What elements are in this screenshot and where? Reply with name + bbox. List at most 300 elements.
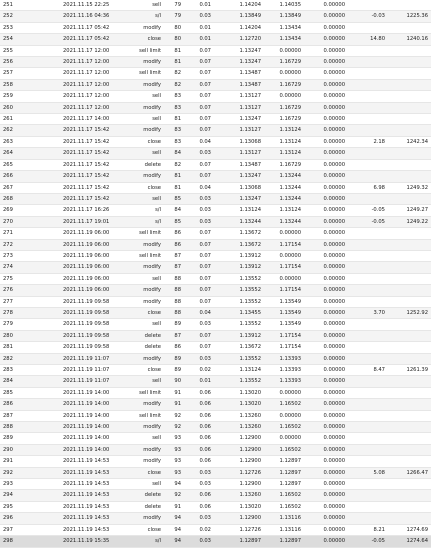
price-cell: 1.13487 bbox=[212, 68, 262, 79]
stop-loss-cell: 1.16729 bbox=[262, 114, 302, 125]
stop-loss-cell: 1.13244 bbox=[262, 171, 302, 182]
price-cell: 1.13849 bbox=[212, 11, 262, 22]
take-profit-cell: 0.00000 bbox=[302, 216, 346, 227]
balance-cell: 1274.64 bbox=[386, 536, 431, 547]
stop-loss-cell: 1.16502 bbox=[262, 444, 302, 455]
price-cell: 1.13552 bbox=[212, 285, 262, 296]
take-profit-cell: 0.00000 bbox=[302, 250, 346, 261]
type-cell: close bbox=[132, 365, 162, 376]
type-cell: sell limit bbox=[132, 45, 162, 56]
stop-loss-cell: 1.13244 bbox=[262, 193, 302, 204]
balance-cell bbox=[386, 193, 431, 204]
time-cell: 2021.11.17 12:00 bbox=[62, 91, 132, 102]
stop-loss-cell: 1.13124 bbox=[262, 136, 302, 147]
table-row[interactable] bbox=[0, 262, 431, 273]
profit-cell bbox=[346, 353, 386, 364]
table-row[interactable] bbox=[0, 45, 431, 56]
take-profit-cell: 0.00000 bbox=[302, 433, 346, 444]
balance-cell bbox=[386, 410, 431, 421]
deal-id-cell: 287 bbox=[0, 410, 62, 421]
price-cell: 1.13127 bbox=[212, 148, 262, 159]
type-cell: s/l bbox=[132, 536, 162, 547]
take-profit-cell: 0.00000 bbox=[302, 148, 346, 159]
price-cell: 1.13247 bbox=[212, 193, 262, 204]
deal-id-cell: 260 bbox=[0, 102, 62, 113]
table-row[interactable] bbox=[0, 136, 431, 147]
table-row[interactable] bbox=[0, 171, 431, 182]
type-cell: close bbox=[132, 467, 162, 478]
table-row[interactable] bbox=[0, 102, 431, 113]
volume-cell: 0.07 bbox=[182, 159, 212, 170]
time-cell: 2021.11.19 09:58 bbox=[62, 296, 132, 307]
order-cell: 81 bbox=[162, 182, 182, 193]
volume-cell: 0.07 bbox=[182, 239, 212, 250]
time-cell: 2021.11.17 12:00 bbox=[62, 102, 132, 113]
stop-loss-cell: 1.16502 bbox=[262, 490, 302, 501]
time-cell: 2021.11.19 06:00 bbox=[62, 239, 132, 250]
time-cell: 2021.11.17 15:42 bbox=[62, 193, 132, 204]
deal-id-cell: 293 bbox=[0, 479, 62, 490]
table-row[interactable] bbox=[0, 433, 431, 444]
time-cell: 2021.11.17 05:42 bbox=[62, 34, 132, 45]
price-cell: 1.12900 bbox=[212, 444, 262, 455]
profit-cell bbox=[346, 456, 386, 467]
time-cell: 2021.11.17 15:42 bbox=[62, 125, 132, 136]
balance-cell bbox=[386, 273, 431, 284]
balance-cell bbox=[386, 456, 431, 467]
stop-loss-cell: 0.00000 bbox=[262, 433, 302, 444]
type-cell: delete bbox=[132, 501, 162, 512]
balance-cell bbox=[386, 376, 431, 387]
stop-loss-cell: 0.00000 bbox=[262, 91, 302, 102]
type-cell: close bbox=[132, 524, 162, 535]
volume-cell: 0.07 bbox=[182, 45, 212, 56]
table-row[interactable] bbox=[0, 239, 431, 250]
profit-cell bbox=[346, 68, 386, 79]
deal-id-cell: 261 bbox=[0, 114, 62, 125]
table-row[interactable] bbox=[0, 57, 431, 68]
order-cell: 89 bbox=[162, 365, 182, 376]
type-cell: sell bbox=[132, 0, 162, 11]
price-cell: 1.13552 bbox=[212, 353, 262, 364]
take-profit-cell: 0.00000 bbox=[302, 22, 346, 33]
time-cell: 2021.11.19 14:53 bbox=[62, 513, 132, 524]
volume-cell: 0.01 bbox=[182, 22, 212, 33]
price-cell: 1.13127 bbox=[212, 125, 262, 136]
balance-cell bbox=[386, 250, 431, 261]
type-cell: modify bbox=[132, 285, 162, 296]
order-cell: 92 bbox=[162, 410, 182, 421]
time-cell: 2021.11.19 14:00 bbox=[62, 387, 132, 398]
stop-loss-cell: 1.13434 bbox=[262, 34, 302, 45]
stop-loss-cell: 1.17154 bbox=[262, 285, 302, 296]
time-cell: 2021.11.17 15:42 bbox=[62, 136, 132, 147]
volume-cell: 0.07 bbox=[182, 342, 212, 353]
type-cell: modify bbox=[132, 296, 162, 307]
table-row[interactable] bbox=[0, 182, 431, 193]
volume-cell: 0.06 bbox=[182, 501, 212, 512]
deal-id-cell: 276 bbox=[0, 285, 62, 296]
profit-cell bbox=[346, 148, 386, 159]
take-profit-cell: 0.00000 bbox=[302, 273, 346, 284]
type-cell: delete bbox=[132, 342, 162, 353]
balance-cell bbox=[386, 422, 431, 433]
type-cell: sell limit bbox=[132, 250, 162, 261]
table-row[interactable] bbox=[0, 376, 431, 387]
price-cell: 1.13020 bbox=[212, 501, 262, 512]
time-cell: 2021.11.19 09:58 bbox=[62, 342, 132, 353]
stop-loss-cell: 1.16502 bbox=[262, 422, 302, 433]
table-row[interactable] bbox=[0, 148, 431, 159]
stop-loss-cell: 1.13849 bbox=[262, 11, 302, 22]
price-cell: 1.13247 bbox=[212, 45, 262, 56]
take-profit-cell: 0.00000 bbox=[302, 11, 346, 22]
take-profit-cell: 0.00000 bbox=[302, 136, 346, 147]
price-cell: 1.13244 bbox=[212, 216, 262, 227]
stop-loss-cell: 1.13393 bbox=[262, 376, 302, 387]
order-cell: 91 bbox=[162, 387, 182, 398]
table-row[interactable] bbox=[0, 125, 431, 136]
table-row[interactable] bbox=[0, 159, 431, 170]
take-profit-cell: 0.00000 bbox=[302, 102, 346, 113]
time-cell: 2021.11.19 14:00 bbox=[62, 444, 132, 455]
table-row[interactable] bbox=[0, 422, 431, 433]
time-cell: 2021.11.19 09:58 bbox=[62, 319, 132, 330]
take-profit-cell: 0.00000 bbox=[302, 262, 346, 273]
price-cell: 1.13247 bbox=[212, 57, 262, 68]
price-cell: 1.13455 bbox=[212, 307, 262, 318]
order-cell: 80 bbox=[162, 22, 182, 33]
table-row[interactable] bbox=[0, 479, 431, 490]
order-cell: 86 bbox=[162, 239, 182, 250]
order-cell: 81 bbox=[162, 57, 182, 68]
type-cell: delete bbox=[132, 330, 162, 341]
stop-loss-cell: 0.00000 bbox=[262, 45, 302, 56]
table-row[interactable] bbox=[0, 228, 431, 239]
deal-id-cell: 263 bbox=[0, 136, 62, 147]
table-row[interactable] bbox=[0, 536, 431, 547]
take-profit-cell: 0.00000 bbox=[302, 159, 346, 170]
volume-cell: 0.07 bbox=[182, 262, 212, 273]
profit-cell bbox=[346, 433, 386, 444]
price-cell: 1.13487 bbox=[212, 79, 262, 90]
stop-loss-cell: 1.16502 bbox=[262, 399, 302, 410]
type-cell: modify bbox=[132, 239, 162, 250]
table-row[interactable] bbox=[0, 273, 431, 284]
deal-id-cell: 270 bbox=[0, 216, 62, 227]
type-cell: modify bbox=[132, 262, 162, 273]
table-row[interactable] bbox=[0, 307, 431, 318]
type-cell: modify bbox=[132, 399, 162, 410]
type-cell: sell bbox=[132, 319, 162, 330]
type-cell: modify bbox=[132, 353, 162, 364]
profit-cell bbox=[346, 479, 386, 490]
time-cell: 2021.11.19 14:53 bbox=[62, 456, 132, 467]
table-row[interactable] bbox=[0, 91, 431, 102]
stop-loss-cell: 0.00000 bbox=[262, 273, 302, 284]
volume-cell: 0.07 bbox=[182, 91, 212, 102]
price-cell: 1.13912 bbox=[212, 330, 262, 341]
balance-cell bbox=[386, 79, 431, 90]
table-row[interactable] bbox=[0, 11, 431, 22]
profit-cell bbox=[346, 399, 386, 410]
profit-cell bbox=[346, 410, 386, 421]
deal-id-cell: 275 bbox=[0, 273, 62, 284]
deal-id-cell: 296 bbox=[0, 513, 62, 524]
deal-id-cell: 294 bbox=[0, 490, 62, 501]
volume-cell: 0.07 bbox=[182, 68, 212, 79]
deal-id-cell: 267 bbox=[0, 182, 62, 193]
price-cell: 1.13672 bbox=[212, 342, 262, 353]
deal-id-cell: 256 bbox=[0, 57, 62, 68]
profit-cell: -0.05 bbox=[346, 205, 386, 216]
order-cell: 90 bbox=[162, 376, 182, 387]
stop-loss-cell: 0.00000 bbox=[262, 68, 302, 79]
volume-cell: 0.04 bbox=[182, 307, 212, 318]
order-cell: 94 bbox=[162, 513, 182, 524]
table-row[interactable] bbox=[0, 342, 431, 353]
volume-cell: 0.06 bbox=[182, 444, 212, 455]
stop-loss-cell: 1.13244 bbox=[262, 182, 302, 193]
type-cell: modify bbox=[132, 102, 162, 113]
table-row[interactable] bbox=[0, 34, 431, 45]
profit-cell: 14.80 bbox=[346, 34, 386, 45]
table-row[interactable] bbox=[0, 319, 431, 330]
type-cell: sell bbox=[132, 114, 162, 125]
stop-loss-cell: 1.13549 bbox=[262, 296, 302, 307]
stop-loss-cell: 1.16729 bbox=[262, 79, 302, 90]
time-cell: 2021.11.19 06:00 bbox=[62, 262, 132, 273]
stop-loss-cell: 1.13549 bbox=[262, 307, 302, 318]
take-profit-cell: 0.00000 bbox=[302, 387, 346, 398]
take-profit-cell: 0.00000 bbox=[302, 342, 346, 353]
price-cell: 1.13020 bbox=[212, 387, 262, 398]
stop-loss-cell: 0.00000 bbox=[262, 410, 302, 421]
take-profit-cell: 0.00000 bbox=[302, 319, 346, 330]
price-cell: 1.13124 bbox=[212, 205, 262, 216]
stop-loss-cell: 1.17154 bbox=[262, 262, 302, 273]
price-cell: 1.13127 bbox=[212, 91, 262, 102]
profit-cell: 8.21 bbox=[346, 524, 386, 535]
volume-cell: 0.03 bbox=[182, 536, 212, 547]
take-profit-cell: 0.00000 bbox=[302, 125, 346, 136]
balance-cell bbox=[386, 125, 431, 136]
balance-cell bbox=[386, 399, 431, 410]
order-cell: 85 bbox=[162, 216, 182, 227]
deal-id-cell: 283 bbox=[0, 365, 62, 376]
profit-cell bbox=[346, 296, 386, 307]
profit-cell bbox=[346, 342, 386, 353]
profit-cell bbox=[346, 387, 386, 398]
stop-loss-cell: 1.17154 bbox=[262, 330, 302, 341]
type-cell: s/l bbox=[132, 205, 162, 216]
deal-id-cell: 279 bbox=[0, 319, 62, 330]
balance-cell: 1240.16 bbox=[386, 34, 431, 45]
deal-id-cell: 254 bbox=[0, 34, 62, 45]
stop-loss-cell: 1.13434 bbox=[262, 22, 302, 33]
table-row[interactable] bbox=[0, 250, 431, 261]
deal-id-cell: 297 bbox=[0, 524, 62, 535]
profit-cell bbox=[346, 376, 386, 387]
profit-cell bbox=[346, 45, 386, 56]
price-cell: 1.13068 bbox=[212, 182, 262, 193]
table-row[interactable] bbox=[0, 330, 431, 341]
take-profit-cell: 0.00000 bbox=[302, 91, 346, 102]
take-profit-cell: 0.00000 bbox=[302, 34, 346, 45]
balance-cell: 1249.22 bbox=[386, 216, 431, 227]
deal-id-cell: 282 bbox=[0, 353, 62, 364]
table-row[interactable] bbox=[0, 0, 431, 11]
price-cell: 1.12900 bbox=[212, 456, 262, 467]
type-cell: close bbox=[132, 182, 162, 193]
price-cell: 1.13672 bbox=[212, 228, 262, 239]
balance-cell bbox=[386, 296, 431, 307]
balance-cell bbox=[386, 171, 431, 182]
take-profit-cell: 0.00000 bbox=[302, 410, 346, 421]
time-cell: 2021.11.17 15:42 bbox=[62, 182, 132, 193]
time-cell: 2021.11.16 04:36 bbox=[62, 11, 132, 22]
order-cell: 87 bbox=[162, 250, 182, 261]
volume-cell: 0.06 bbox=[182, 399, 212, 410]
table-row[interactable] bbox=[0, 513, 431, 524]
table-row[interactable] bbox=[0, 387, 431, 398]
take-profit-cell: 0.00000 bbox=[302, 501, 346, 512]
table-row[interactable] bbox=[0, 365, 431, 376]
table-row[interactable] bbox=[0, 353, 431, 364]
order-cell: 86 bbox=[162, 342, 182, 353]
table-row[interactable] bbox=[0, 68, 431, 79]
table-row[interactable] bbox=[0, 205, 431, 216]
volume-cell: 0.07 bbox=[182, 285, 212, 296]
table-row[interactable] bbox=[0, 114, 431, 125]
take-profit-cell: 0.00000 bbox=[302, 330, 346, 341]
table-row[interactable] bbox=[0, 22, 431, 33]
deal-id-cell: 295 bbox=[0, 501, 62, 512]
stop-loss-cell: 1.13393 bbox=[262, 353, 302, 364]
take-profit-cell: 0.00000 bbox=[302, 376, 346, 387]
deal-id-cell: 281 bbox=[0, 342, 62, 353]
volume-cell: 0.07 bbox=[182, 296, 212, 307]
table-row[interactable] bbox=[0, 399, 431, 410]
balance-cell: 1274.69 bbox=[386, 524, 431, 535]
price-cell: 1.13068 bbox=[212, 136, 262, 147]
stop-loss-cell: 1.12897 bbox=[262, 456, 302, 467]
balance-cell bbox=[386, 239, 431, 250]
price-cell: 1.13127 bbox=[212, 102, 262, 113]
volume-cell: 0.03 bbox=[182, 319, 212, 330]
table-row[interactable] bbox=[0, 79, 431, 90]
balance-cell bbox=[386, 501, 431, 512]
volume-cell: 0.07 bbox=[182, 171, 212, 182]
take-profit-cell: 0.00000 bbox=[302, 205, 346, 216]
price-cell: 1.13260 bbox=[212, 410, 262, 421]
order-cell: 91 bbox=[162, 501, 182, 512]
deal-id-cell: 291 bbox=[0, 456, 62, 467]
stop-loss-cell: 1.13116 bbox=[262, 524, 302, 535]
profit-cell: 8.47 bbox=[346, 365, 386, 376]
time-cell: 2021.11.19 11:07 bbox=[62, 376, 132, 387]
balance-cell bbox=[386, 159, 431, 170]
volume-cell: 0.06 bbox=[182, 490, 212, 501]
take-profit-cell: 0.00000 bbox=[302, 399, 346, 410]
stop-loss-cell: 1.13549 bbox=[262, 319, 302, 330]
take-profit-cell: 0.00000 bbox=[302, 171, 346, 182]
deal-id-cell: 284 bbox=[0, 376, 62, 387]
volume-cell: 0.01 bbox=[182, 0, 212, 11]
time-cell: 2021.11.19 11:07 bbox=[62, 365, 132, 376]
time-cell: 2021.11.19 14:53 bbox=[62, 490, 132, 501]
balance-cell: 1242.34 bbox=[386, 136, 431, 147]
time-cell: 2021.11.19 14:53 bbox=[62, 524, 132, 535]
deal-id-cell: 278 bbox=[0, 307, 62, 318]
take-profit-cell: 0.00000 bbox=[302, 296, 346, 307]
order-cell: 92 bbox=[162, 490, 182, 501]
table-row[interactable] bbox=[0, 467, 431, 478]
table-row[interactable] bbox=[0, 501, 431, 512]
table-row[interactable] bbox=[0, 410, 431, 421]
volume-cell: 0.04 bbox=[182, 136, 212, 147]
balance-cell bbox=[386, 114, 431, 125]
order-cell: 88 bbox=[162, 296, 182, 307]
order-cell: 84 bbox=[162, 205, 182, 216]
time-cell: 2021.11.19 14:00 bbox=[62, 422, 132, 433]
deal-id-cell: 253 bbox=[0, 22, 62, 33]
price-cell: 1.14204 bbox=[212, 0, 262, 11]
table-row[interactable] bbox=[0, 296, 431, 307]
volume-cell: 0.03 bbox=[182, 353, 212, 364]
table-row[interactable] bbox=[0, 444, 431, 455]
stop-loss-cell: 1.16502 bbox=[262, 501, 302, 512]
time-cell: 2021.11.17 05:42 bbox=[62, 22, 132, 33]
order-cell: 81 bbox=[162, 171, 182, 182]
stop-loss-cell: 0.00000 bbox=[262, 250, 302, 261]
take-profit-cell: 0.00000 bbox=[302, 422, 346, 433]
deal-id-cell: 265 bbox=[0, 159, 62, 170]
table-row[interactable] bbox=[0, 193, 431, 204]
time-cell: 2021.11.17 12:00 bbox=[62, 57, 132, 68]
profit-cell bbox=[346, 57, 386, 68]
volume-cell: 0.04 bbox=[182, 182, 212, 193]
deal-id-cell: 298 bbox=[0, 536, 62, 547]
profit-cell bbox=[346, 250, 386, 261]
stop-loss-cell: 0.00000 bbox=[262, 387, 302, 398]
price-cell: 1.12900 bbox=[212, 513, 262, 524]
volume-cell: 0.07 bbox=[182, 79, 212, 90]
type-cell: modify bbox=[132, 171, 162, 182]
deal-id-cell: 286 bbox=[0, 399, 62, 410]
table-row[interactable] bbox=[0, 285, 431, 296]
type-cell: modify bbox=[132, 456, 162, 467]
order-cell: 82 bbox=[162, 159, 182, 170]
table-row[interactable] bbox=[0, 456, 431, 467]
type-cell: sell bbox=[132, 91, 162, 102]
type-cell: s/l bbox=[132, 216, 162, 227]
order-cell: 79 bbox=[162, 0, 182, 11]
price-cell: 1.13552 bbox=[212, 376, 262, 387]
table-row[interactable] bbox=[0, 524, 431, 535]
table-row[interactable] bbox=[0, 216, 431, 227]
price-cell: 1.13247 bbox=[212, 114, 262, 125]
order-cell: 83 bbox=[162, 136, 182, 147]
type-cell: delete bbox=[132, 159, 162, 170]
order-cell: 89 bbox=[162, 353, 182, 364]
type-cell: sell limit bbox=[132, 410, 162, 421]
balance-cell bbox=[386, 479, 431, 490]
time-cell: 2021.11.15 22:25 bbox=[62, 0, 132, 11]
time-cell: 2021.11.19 14:00 bbox=[62, 433, 132, 444]
deal-id-cell: 272 bbox=[0, 239, 62, 250]
order-cell: 81 bbox=[162, 45, 182, 56]
